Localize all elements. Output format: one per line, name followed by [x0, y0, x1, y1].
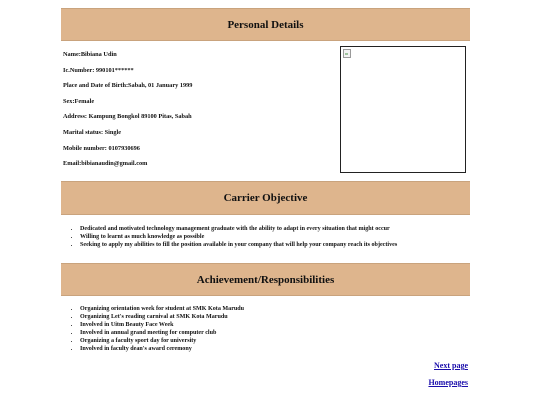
detail-address: Address: Kampung Bongkol 89100 Pitas, Sabah: [63, 113, 192, 121]
list-item: • Involved in Uitm Beauty Face Week: [80, 322, 244, 330]
objective-list: [70, 226, 397, 250]
detail-ic-number: Ic.Number: 990101******: [63, 66, 134, 74]
detail-name: Name:Bibiana Udin: [63, 51, 117, 58]
list-item: • Seeking to apply my abilities to fill the position available in your company that will help your company reach its objectives: [80, 242, 397, 250]
personal-details-header: [61, 8, 470, 41]
achievement-title: Achievement/Responsibilities: [196, 273, 335, 286]
detail-mobile: Mobile number: 0107930696: [63, 144, 140, 152]
homepages-link[interactable]: Homepages: [428, 378, 468, 387]
detail-email: Email:bibianaudin@gmail.com: [63, 160, 148, 168]
broken-image-icon: [343, 49, 351, 58]
next-page-link[interactable]: Next page: [434, 361, 468, 370]
personal-details-title: Personal Details: [227, 18, 304, 31]
achievement-list: [70, 306, 244, 353]
personal-details-list: [63, 52, 333, 177]
list-item: • Involved in faculty dean's award ceremony: [80, 346, 244, 354]
detail-sex: Sex:Female: [63, 97, 95, 105]
carrier-objective-header: [61, 181, 470, 215]
detail-birth: Place and Date of Birth:Sabah, 01 January 1999: [63, 82, 193, 90]
list-item: • Organizing Let's reading carnival at SMK Kota Marudu: [80, 314, 244, 322]
carrier-objective-title: Carrier Objective: [223, 192, 308, 204]
list-item: • Organizing orientation week for student at SMK Kota Marudu: [80, 306, 244, 314]
list-item: • Involved in annual grand meeting for computer club: [80, 330, 244, 338]
list-item: • Willing to learnt as much knowledge as possible: [80, 234, 397, 242]
list-item: • Organizing a faculty sport day for university: [80, 338, 244, 346]
achievement-header: [61, 263, 470, 296]
detail-marital-status: Marital status: Single: [63, 128, 122, 136]
list-item: • Dedicated and motivated technology management graduate with the ability to adapt in every situation that might occur: [80, 226, 397, 234]
profile-photo: [340, 46, 466, 173]
